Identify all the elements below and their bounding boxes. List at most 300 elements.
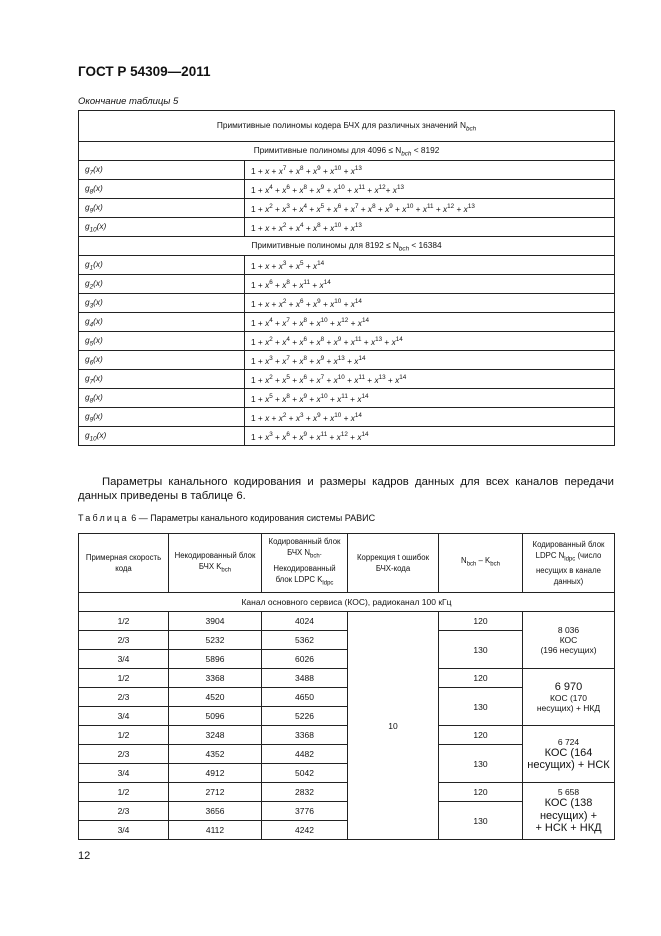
poly-exponent: 9 (317, 411, 321, 419)
poly-term: + x (307, 336, 321, 347)
function-name: $g_9(x)$ (79, 408, 245, 427)
poly-term: + x (344, 374, 359, 385)
table-row (79, 669, 615, 688)
function-index: 4 (89, 321, 94, 329)
nbch-cell: 5226 (262, 707, 348, 726)
poly-term: + x (272, 184, 287, 195)
function-name: $g_{10}(x)$ (79, 427, 245, 446)
poly-exponent: 10 (334, 164, 342, 172)
nbch-cell: 4482 (262, 745, 348, 764)
parity-bits-cell: 120 (439, 612, 523, 631)
poly-exponent: 14 (317, 259, 325, 267)
function-index: 9 (89, 416, 94, 424)
poly-term: 1 + x (251, 203, 270, 214)
poly-exponent: 14 (395, 335, 403, 343)
poly-term: + x (327, 317, 342, 328)
poly-term: + x (289, 374, 304, 385)
poly-term: + x (286, 222, 300, 233)
nbch-cell: 4650 (262, 688, 348, 707)
header-subscript: ldpc (322, 580, 334, 587)
poly-exponent: 9 (389, 202, 393, 210)
poly-exponent: 14 (323, 278, 331, 286)
poly-exponent: 11 (341, 392, 348, 400)
parity-bits-cell: 120 (439, 669, 523, 688)
parity-bits-cell: 130 (439, 802, 523, 840)
poly-exponent: 12 (340, 430, 348, 438)
function-name: $g_3(x)$ (79, 294, 245, 313)
ldpc-block-cell (523, 726, 615, 783)
function-index: 9 (89, 207, 94, 215)
poly-term: + x (286, 412, 300, 423)
function-name: $g_{10}(x)$ (79, 218, 245, 237)
poly-term: + x (289, 355, 304, 366)
kbch-cell: 3904 (169, 612, 262, 631)
ldpc-block-size: 8 036 (557, 625, 580, 635)
nbch-cell: 4024 (262, 612, 348, 631)
poly-exponent: 11 (358, 183, 365, 191)
poly-term: + x (272, 336, 287, 347)
header-subscript: bch (221, 567, 232, 574)
section-label (79, 142, 615, 161)
col-header-nbch-minus-kbch (439, 534, 523, 593)
table-row (79, 180, 615, 199)
ldpc-block-description: несущих) + НСК (527, 759, 610, 771)
poly-term: + x (348, 317, 362, 328)
poly-exponent: 2 (282, 221, 287, 229)
poly-term: + x (307, 393, 321, 404)
poly-term: + x (307, 355, 321, 366)
poly-exponent: 2 (282, 411, 287, 419)
table-6 (78, 533, 615, 840)
poly-term: + x (341, 203, 355, 214)
poly-term: + x (413, 203, 427, 214)
poly-exponent: 3 (286, 202, 290, 210)
poly-exponent: 2 (269, 202, 273, 210)
code-rate-cell: 2/3 (79, 802, 169, 821)
code-rate-cell: 3/4 (79, 707, 169, 726)
poly-term: + x (286, 165, 300, 176)
poly-exponent: 4 (269, 316, 273, 324)
table-row (79, 294, 615, 313)
poly-exponent: 5 (269, 392, 273, 400)
poly-term: + x (307, 317, 321, 328)
parity-bits-cell: 130 (439, 688, 523, 726)
poly-exponent: 6 (286, 430, 290, 438)
poly-exponent: 8 (317, 221, 321, 229)
poly-exponent: 8 (372, 202, 376, 210)
body-paragraph: Параметры канального кодирования и размеры кадров данных для всех каналов передачи данных приведены в таблице 6. (78, 476, 614, 502)
polynomial (245, 199, 615, 218)
poly-term: 1 + x (251, 431, 270, 442)
polynomial (245, 370, 615, 389)
nbch-cell: 6026 (262, 650, 348, 669)
header-subscript: bch (466, 561, 477, 568)
code-rate-cell: 1/2 (79, 726, 169, 745)
nbch-cell: 3368 (262, 726, 348, 745)
poly-term: + x (327, 393, 342, 404)
poly-exponent: 5 (286, 373, 290, 381)
poly-exponent: 9 (337, 335, 342, 343)
poly-exponent: 8 (300, 164, 304, 172)
poly-exponent: 8 (303, 316, 308, 324)
poly-exponent: 13 (354, 221, 362, 229)
code-rate-cell: 1/2 (79, 783, 169, 802)
ldpc-block-size: 6 970 (554, 680, 583, 693)
poly-exponent: 13 (337, 354, 345, 362)
poly-term: + x (364, 184, 379, 195)
function-index: 10 (89, 226, 97, 234)
function-index: 3 (89, 302, 94, 310)
poly-exponent: 8 (303, 354, 308, 362)
table-row (79, 313, 615, 332)
section-label-pre: Примитивные полиномы для 8192 ≤ N (251, 239, 399, 250)
poly-exponent: 5 (320, 202, 325, 210)
parity-bits-cell: 120 (439, 783, 523, 802)
page-number: 12 (78, 850, 91, 862)
function-index: 6 (89, 359, 94, 367)
poly-exponent: 10 (334, 297, 342, 305)
header-text: Коррекция t ошибок БЧХ-кода (357, 553, 429, 573)
parity-bits-cell: 130 (439, 745, 523, 783)
poly-term: + x (341, 412, 355, 423)
poly-exponent: 9 (317, 164, 321, 172)
poly-term: + x (272, 374, 287, 385)
poly-term: + x (320, 222, 335, 233)
poly-term: 1 + x (251, 355, 270, 366)
poly-exponent: 3 (282, 259, 287, 267)
poly-exponent: 7 (320, 373, 325, 381)
kbch-cell: 5896 (169, 650, 262, 669)
poly-term: + x (303, 165, 318, 176)
table-5-title-row (79, 111, 615, 142)
parity-bits-cell: 120 (439, 726, 523, 745)
poly-term: + x (286, 298, 300, 309)
poly-term: + x (272, 203, 287, 214)
poly-exponent: 11 (320, 430, 328, 438)
table-row (79, 218, 615, 237)
ldpc-block-cell (523, 783, 615, 840)
poly-term: + x (347, 431, 362, 442)
poly-term: + x (307, 374, 321, 385)
poly-term: + x (303, 412, 318, 423)
poly-exponent: 6 (303, 335, 308, 343)
poly-term: + x (272, 431, 287, 442)
section-row (79, 142, 615, 161)
function-index: 7 (89, 169, 94, 177)
poly-exponent: 14 (358, 354, 366, 362)
poly-exponent: 4 (300, 221, 304, 229)
table-row (79, 389, 615, 408)
poly-term: + x (324, 203, 338, 214)
poly-term: 1 + x + x (251, 260, 283, 271)
poly-exponent: 13 (375, 335, 383, 343)
code-rate-cell: 1/2 (79, 612, 169, 631)
table-row (79, 332, 615, 351)
poly-term: + x (344, 184, 359, 195)
kbch-cell: 4112 (169, 821, 262, 840)
table-5-title (79, 111, 615, 142)
header-text: Кодированный блок LDPC N (532, 539, 605, 560)
poly-term: 1 + x + x (251, 412, 283, 423)
poly-term: + x (382, 336, 396, 347)
poly-term: + x (341, 336, 355, 347)
poly-term: + x (341, 222, 355, 233)
poly-exponent: 3 (300, 411, 304, 419)
poly-exponent: 10 (320, 316, 328, 324)
kbch-cell: 5096 (169, 707, 262, 726)
table-row (79, 161, 615, 180)
poly-exponent: 6 (300, 297, 304, 305)
poly-term: + x (289, 279, 304, 290)
code-rate-cell: 2/3 (79, 688, 169, 707)
function-name: $g_2(x)$ (79, 275, 245, 294)
function-name: $g_8(x)$ (79, 180, 245, 199)
poly-term: + x (324, 355, 338, 366)
header-text: Некодированный блок БЧХ K (174, 550, 256, 571)
poly-exponent: 4 (269, 183, 273, 191)
polynomial (245, 161, 615, 180)
poly-exponent: 14 (361, 430, 369, 438)
table-row (79, 726, 615, 745)
ldpc-block-cell (523, 612, 615, 669)
section-label-pre: Примитивные полиномы для 4096 ≤ N (253, 144, 402, 155)
poly-term: 1 + x + x (251, 165, 283, 176)
poly-term: + x (364, 374, 379, 385)
poly-term: + x (289, 336, 304, 347)
header-text: . Некодированный блок LDPC K (273, 548, 336, 584)
header-subscript: bch (310, 554, 320, 560)
function-name: $g_7(x)$ (79, 161, 245, 180)
poly-term: + x (289, 184, 304, 195)
code-rate-cell: 2/3 (79, 745, 169, 764)
poly-exponent: 4 (286, 335, 290, 343)
table-row (79, 427, 615, 446)
poly-exponent: 4 (303, 202, 308, 210)
ldpc-block-description: КОС (559, 635, 578, 645)
poly-term: + x (272, 355, 287, 366)
header-text: Кодированный блок БЧХ N (268, 537, 341, 558)
poly-term: + x (272, 317, 287, 328)
poly-term: + x (272, 393, 287, 404)
poly-exponent: 9 (317, 297, 321, 305)
poly-term: 1 + x (251, 184, 270, 195)
poly-exponent: 14 (361, 316, 369, 324)
polynomial (245, 180, 615, 199)
poly-term: + x (358, 203, 373, 214)
function-name: $g_5(x)$ (79, 332, 245, 351)
col-header-kbch (169, 534, 262, 593)
kbch-cell: 5232 (169, 631, 262, 650)
col-header-code-rate (79, 534, 169, 593)
section-label-post: < 8192 (411, 144, 440, 155)
poly-exponent: 13 (354, 164, 362, 172)
kbch-cell: 4912 (169, 764, 262, 783)
kbch-cell: 4520 (169, 688, 262, 707)
poly-exponent: 14 (354, 297, 362, 305)
table-word: Таблица (78, 513, 129, 523)
poly-term: + x (385, 374, 400, 385)
ldpc-block-size: 6 724 (557, 736, 580, 747)
function-index: 1 (89, 264, 94, 272)
poly-term: + x (324, 374, 338, 385)
table-continuation-label: Окончание таблицы 5 (78, 96, 179, 107)
polynomial (245, 256, 615, 275)
poly-term: + x (361, 336, 376, 347)
poly-exponent: 2 (282, 297, 287, 305)
ldpc-block-description: КОС (170 (550, 693, 587, 704)
poly-term: + x (320, 298, 335, 309)
poly-exponent: 6 (337, 202, 342, 210)
poly-term: + x (344, 355, 359, 366)
nbch-cell: 3488 (262, 669, 348, 688)
poly-exponent: 8 (286, 392, 290, 400)
ldpc-block-description: КОС (138 (544, 797, 593, 810)
polynomial (245, 408, 615, 427)
parity-bits-cell: 130 (439, 631, 523, 669)
code-rate-cell: 2/3 (79, 631, 169, 650)
ldpc-block-description: несущих) + НКД (536, 703, 601, 714)
code-rate-cell: 1/2 (79, 669, 169, 688)
poly-term: + x (289, 431, 304, 442)
poly-term: 1 + x (251, 279, 270, 290)
poly-exponent: 10 (337, 373, 345, 381)
poly-term: + x (341, 165, 355, 176)
function-index: 8 (89, 188, 94, 196)
poly-term: + x (341, 298, 355, 309)
table-6-header-row (79, 534, 615, 593)
nbch-cell: 5362 (262, 631, 348, 650)
header-text: Примерная скорость кода (85, 553, 162, 573)
poly-exponent: 13 (467, 202, 475, 210)
function-name: $g_8(x)$ (79, 389, 245, 408)
poly-exponent: 8 (303, 183, 308, 191)
poly-exponent: 12 (447, 202, 455, 210)
poly-exponent: 7 (354, 202, 359, 210)
nbch-cell: 4242 (262, 821, 348, 840)
code-rate-cell: 3/4 (79, 821, 169, 840)
table-row (79, 351, 615, 370)
poly-term: + x (327, 431, 341, 442)
poly-exponent: 11 (303, 278, 311, 286)
header-text: N (461, 556, 467, 566)
section-label: Канал основного сервиса (КОС), радиоканал 100 кГц (79, 593, 615, 612)
poly-term: 1 + x (251, 336, 270, 347)
code-rate-cell: 3/4 (79, 764, 169, 783)
poly-term: + x (307, 203, 321, 214)
t-correction-cell: 10 (348, 612, 439, 840)
poly-term: + x (289, 203, 304, 214)
ldpc-block-description: (196 несущих) (540, 645, 597, 655)
header-text: – K (476, 556, 491, 566)
function-index: 8 (89, 397, 94, 405)
col-header-t (348, 534, 439, 593)
polynomial (245, 294, 615, 313)
header-text: (число несущих в канале данных) (535, 550, 602, 587)
poly-exponent: 11 (358, 373, 365, 381)
poly-term: + x (310, 279, 324, 290)
header-subscript: bch (490, 561, 500, 568)
poly-exponent: 14 (354, 411, 362, 419)
poly-exponent: 12 (378, 183, 386, 191)
kbch-cell: 3656 (169, 802, 262, 821)
poly-exponent: 9 (320, 354, 325, 362)
section-row (79, 237, 615, 256)
poly-exponent: 9 (303, 392, 308, 400)
poly-term: + x (289, 393, 304, 404)
polynomial (245, 218, 615, 237)
poly-term: 1 + x (251, 393, 270, 404)
ldpc-block-size: 5 658 (557, 787, 580, 798)
ldpc-block-cell (523, 669, 615, 726)
poly-term: 1 + x + x (251, 298, 283, 309)
poly-exponent: 8 (320, 335, 325, 343)
section-label-sub: bch (401, 150, 412, 158)
poly-exponent: 10 (334, 221, 342, 229)
nbch-cell: 3776 (262, 802, 348, 821)
poly-term: + x (320, 165, 335, 176)
section-row (79, 593, 615, 612)
header-subscript: ldpc (564, 556, 576, 563)
poly-exponent: 6 (303, 373, 308, 381)
table-row (79, 370, 615, 389)
kbch-cell: 3368 (169, 669, 262, 688)
table-5 (78, 110, 615, 446)
poly-exponent: 7 (286, 354, 290, 362)
function-index: 5 (89, 340, 94, 348)
poly-exponent: 13 (378, 373, 386, 381)
poly-exponent: 5 (300, 259, 304, 267)
poly-exponent: 11 (354, 335, 362, 343)
poly-exponent: 12 (341, 316, 349, 324)
table-6-caption (78, 513, 375, 523)
poly-term: + x (320, 412, 335, 423)
poly-exponent: 10 (406, 202, 414, 210)
function-name: $g_1(x)$ (79, 256, 245, 275)
poly-term: + x (324, 336, 338, 347)
poly-term: + x (347, 393, 362, 404)
function-name: $g_6(x)$ (79, 351, 245, 370)
polynomial (245, 427, 615, 446)
ldpc-block-description: + НСК + НКД (535, 822, 602, 835)
poly-exponent: 14 (361, 392, 369, 400)
function-index: 2 (89, 283, 94, 291)
polynomial (245, 313, 615, 332)
poly-term: 1 + x (251, 317, 270, 328)
poly-exponent: 3 (269, 430, 273, 438)
polynomial (245, 389, 615, 408)
poly-term: + x (286, 260, 300, 271)
poly-exponent: 9 (320, 183, 325, 191)
document-header: ГОСТ Р 54309—2011 (78, 64, 211, 79)
section-label-post: < 16384 (409, 239, 442, 250)
poly-exponent: 14 (399, 373, 407, 381)
function-index: 10 (89, 435, 97, 443)
poly-exponent: 10 (320, 392, 328, 400)
nbch-cell: 5042 (262, 764, 348, 783)
poly-term: + x (289, 317, 304, 328)
title-text: Примитивные полиномы кодера БЧХ для различных значений N (216, 119, 466, 130)
polynomial (245, 332, 615, 351)
code-rate-cell: 3/4 (79, 650, 169, 669)
col-header-nldpc (523, 534, 615, 593)
kbch-cell: 4352 (169, 745, 262, 764)
table-row (79, 408, 615, 427)
poly-term: + x (385, 184, 397, 195)
poly-term: 1 + x + x (251, 222, 283, 233)
poly-exponent: 7 (286, 316, 290, 324)
poly-exponent: 6 (286, 183, 290, 191)
poly-term: + x (433, 203, 448, 214)
